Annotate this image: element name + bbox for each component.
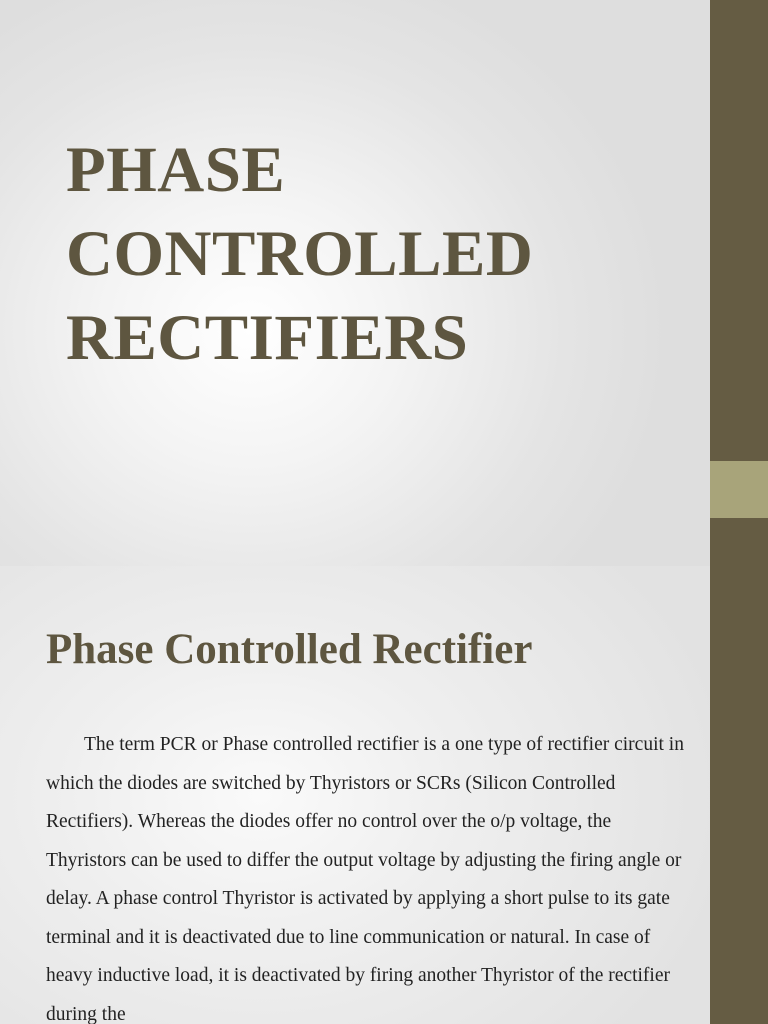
slide-title [66,128,686,380]
section-heading: Phase Controlled Rectifier [46,626,533,673]
title-line-2: CONTROLLED [66,218,534,290]
body-paragraph-text: The term PCR or Phase controlled rectifier is a one type of rectifier circuit in which the diodes are switched by Thyristors or SCRs (Silicon Controlled Rectifiers). Whereas the diodes offer no control over the o/p voltage, the Thyristors can be used to differ the output voltage by adjusting the firing angle or delay. A phase control Thyristor is activated by applying a short pulse to its gate terminal and it is deactivated due to line communication or natural. In case of heavy inductive load, it is deactivated by firing another Thyristor of the rectifier during the [46,734,684,1024]
title-line-1: PHASE [66,134,286,206]
body-paragraph [46,726,686,1024]
content-slide [0,566,710,1024]
side-accent-block [710,461,768,518]
title-line-3: RECTIFIERS [66,302,469,374]
